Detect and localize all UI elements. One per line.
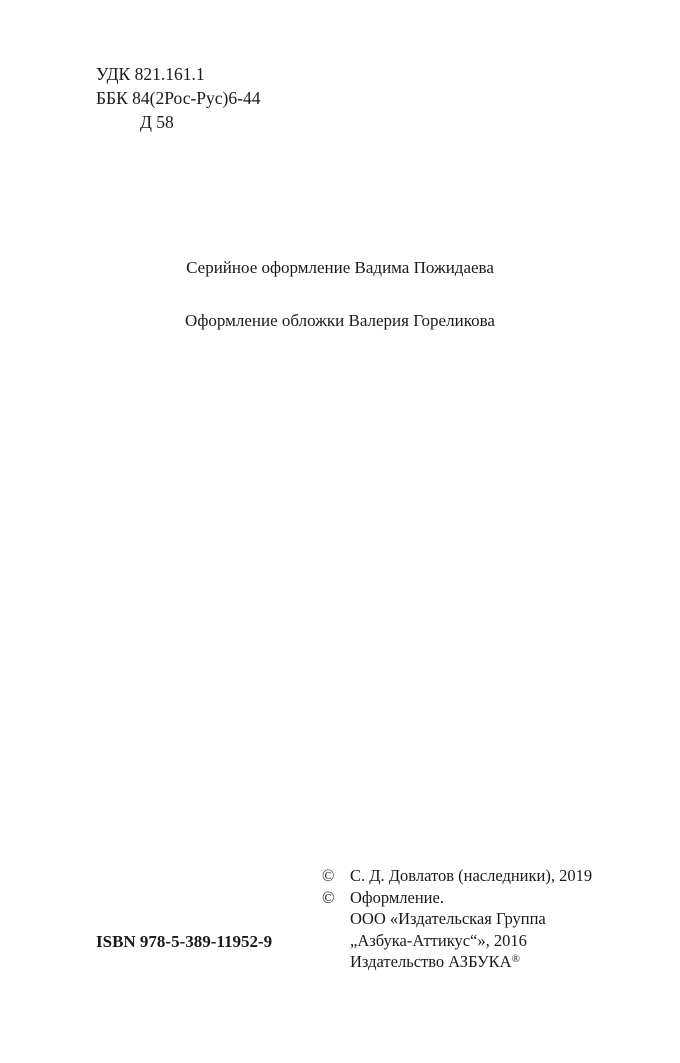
copyright-block — [322, 865, 592, 973]
imprint-line — [322, 951, 592, 973]
series-design-credit: Серийное оформление Вадима Пожидаева — [186, 258, 494, 277]
classification-codes — [96, 62, 260, 134]
copyright-symbol: © — [322, 866, 335, 885]
bbk-code: ББК 84(2Рос-Рус)6-44 — [96, 88, 261, 108]
copyright-design-label: Оформление. — [350, 887, 444, 907]
isbn: ISBN 978-5-389-11952-9 — [96, 932, 273, 951]
copyright-author-text: С. Д. Довлатов (наследники), 2019 — [350, 866, 593, 885]
cover-design-credit: Оформление обложки Валерия Гореликова — [185, 311, 495, 330]
copyright-design-row — [322, 887, 592, 909]
author-mark: Д 58 — [140, 112, 174, 132]
imprint-name: Издательство АЗБУКА — [350, 952, 512, 971]
copyright-symbol: © — [322, 887, 335, 907]
udk-code: УДК 821.161.1 — [96, 64, 205, 84]
registered-mark: ® — [511, 953, 520, 965]
copyright-author-row — [322, 865, 592, 887]
publisher-line-2: „Азбука-Аттикус“», 2016 — [350, 930, 527, 950]
publisher-line-1: ООО «Издательская Группа — [350, 909, 546, 928]
